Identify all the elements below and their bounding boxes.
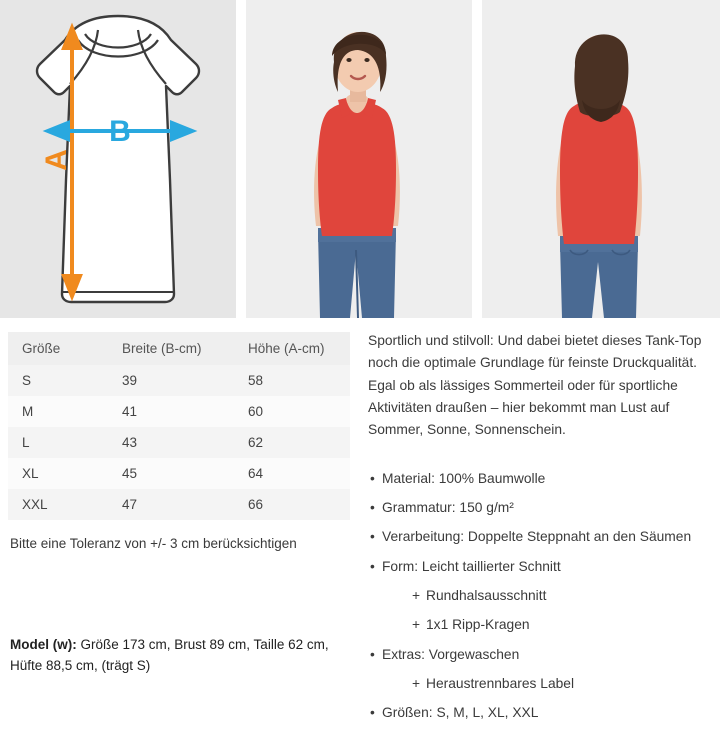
table-row: [8, 458, 350, 489]
size-table-header-width: Breite (B-cm): [108, 332, 234, 365]
table-row: [8, 365, 350, 396]
list-item: • Material: 100% Baumwolle: [368, 468, 708, 490]
cell-size: S: [8, 365, 108, 396]
list-item: + Heraustrennbares Label: [368, 673, 708, 695]
model-note-text: Größe 173 cm, Brust 89 cm, Taille 62 cm, Hüfte 88,5 cm, (trägt S): [10, 637, 329, 674]
cell-height: 62: [234, 427, 350, 458]
model-front-photo: [246, 0, 472, 318]
list-item: • Grammatur: 150 g/m²: [368, 497, 708, 519]
cell-size: XL: [8, 458, 108, 489]
cell-width: 45: [108, 458, 234, 489]
size-table: [8, 332, 350, 520]
cell-size: L: [8, 427, 108, 458]
feature-list: [368, 468, 708, 725]
diagram-label-a: A: [40, 149, 73, 171]
cell-height: 60: [234, 396, 350, 427]
product-image-row: [0, 0, 720, 318]
size-table-header-size: Größe: [8, 332, 108, 365]
diagram-label-b: B: [109, 115, 131, 148]
description-column: [352, 318, 720, 732]
product-description: Sportlich und stilvoll: Und dabei bietet dieses Tank-Top noch die optimale Grundlage für feinste Druckqualität. Egal ob als lässiges Sommerteil oder für sportliche Aktivitäten draußen – hier bekommt man Lust auf Sommer, Sonne, Sonnenschein.: [368, 333, 702, 438]
cell-width: 39: [108, 365, 234, 396]
model-note-label: Model (w):: [10, 637, 77, 653]
list-item: + Rundhalsausschnitt: [368, 585, 708, 607]
table-row: [8, 489, 350, 520]
cell-width: 43: [108, 427, 234, 458]
cell-width: 41: [108, 396, 234, 427]
model-back-photo: [482, 0, 720, 318]
size-table-header-row: [8, 332, 350, 365]
cell-height: 64: [234, 458, 350, 489]
size-table-header-height: Höhe (A-cm): [234, 332, 350, 365]
list-item: • Extras: Vorgewaschen: [368, 644, 708, 666]
cell-height: 58: [234, 365, 350, 396]
list-item: • Form: Leicht taillierter Schnitt: [368, 556, 708, 578]
model-note: [10, 635, 355, 677]
cell-size: XXL: [8, 489, 108, 520]
cell-width: 47: [108, 489, 234, 520]
cell-size: M: [8, 396, 108, 427]
list-item: + 1x1 Ripp-Kragen: [368, 614, 708, 636]
table-row: [8, 396, 350, 427]
tolerance-note: Bitte eine Toleranz von +/- 3 cm berücksichtigen: [10, 536, 297, 551]
table-row: [8, 427, 350, 458]
measurement-diagram: [0, 0, 236, 318]
cell-height: 66: [234, 489, 350, 520]
list-item: • Größen: S, M, L, XL, XXL: [368, 702, 708, 724]
list-item: • Verarbeitung: Doppelte Steppnaht an den Säumen: [368, 526, 708, 548]
